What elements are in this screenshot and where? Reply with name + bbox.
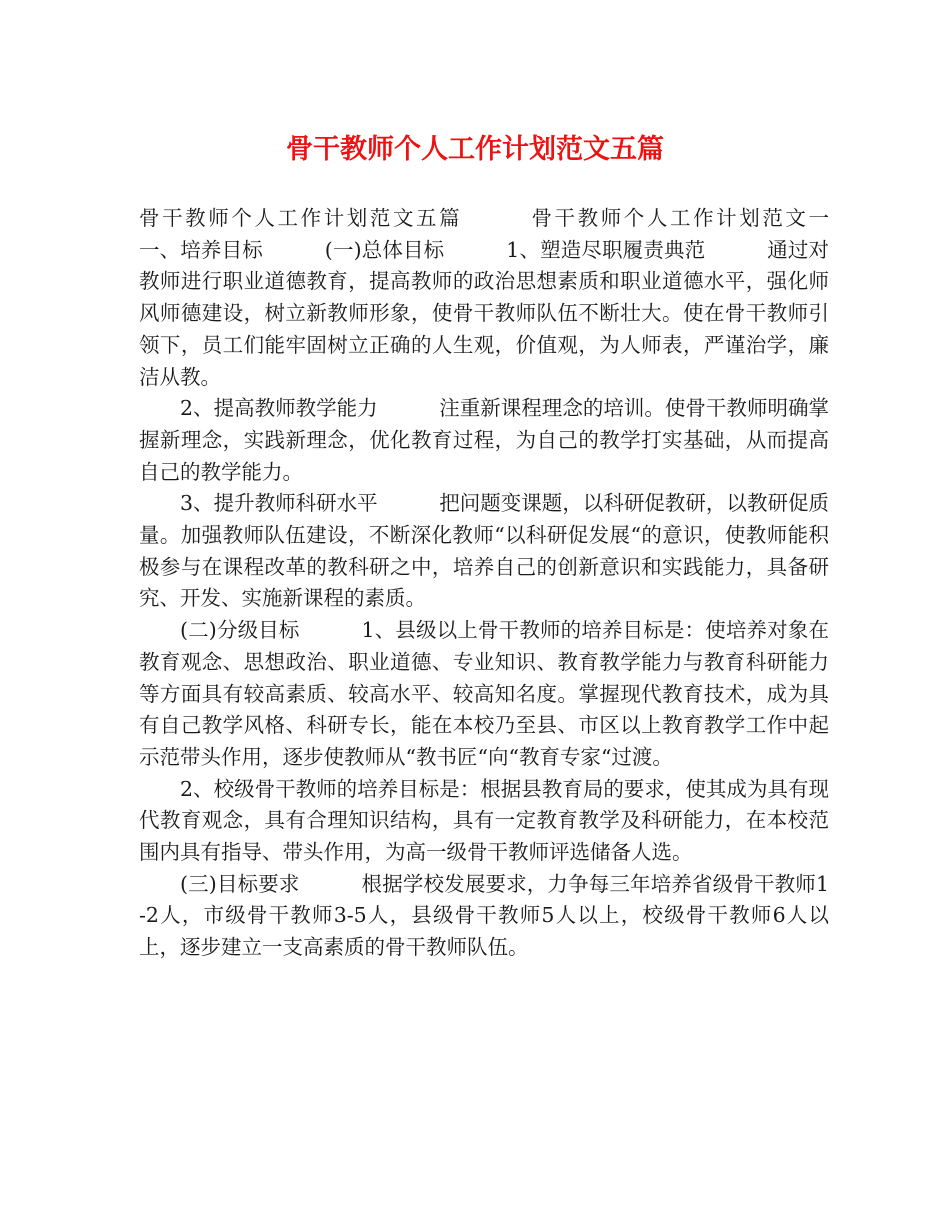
document-body bbox=[139, 203, 891, 964]
paragraph-2: 2、提高教师教学能力 注重新课程理念的培训。使骨干教师明确掌握新理念，实践新理念，优化教育过程，为自己的教学打实基础，从而提高自己的教学能力。 bbox=[139, 396, 829, 484]
paragraph-5: 2、校级骨干教师的培养目标是：根据县教育局的要求，使其成为具有现代教育观念，具有合理知识结构，具有一定教育教学及科研能力，在本校范围内具有指导、带头作用，为高一级骨干教师评选储备人选。 bbox=[139, 776, 829, 865]
paragraph-3: 3、提升教师科研水平 把问题变课题，以科研促教研，以教研促质量。加强教师队伍建设，不断深化教师“以科研促发展“的意识，使教师能积极参与在课程改革的教科研之中，培养自己的创新意识和实践能力，具备研究、开发、实施新课程的素质。 bbox=[139, 491, 829, 611]
paragraph-1: 骨干教师个人工作计划范文五篇 骨干教师个人工作计划范文一 一、培养目标 (一)总体目标 1、塑造尽职履责典范 通过对教师进行职业道德教育，提高教师的政治思想素质和职业道德水平，强化师风师德建设，树立新教师形象，使骨干教师队伍不断壮大。使在骨干教师引领下，员工们能牢固树立正确的人生观，价值观，为人师表，严谨治学，廉洁从教。 bbox=[139, 206, 891, 389]
paragraph-6: (三)目标要求 根据学校发展要求，力争每三年培养省级骨干教师1-2人，市级骨干教师3-5人，县级骨干教师5人以上，校级骨干教师6人以上，逐步建立一支高素质的骨干教师队伍。 bbox=[139, 871, 829, 960]
document-title: 骨干教师个人工作计划范文五篇 bbox=[286, 134, 664, 165]
paragraph-4: (二)分级目标 1、县级以上骨干教师的培养目标是：使培养对象在教育观念、思想政治、职业道德、专业知识、教育教学能力与教育科研能力等方面具有较高素质、较高水平、较高知名度。掌握现代教育技术，成为具有自己教学风格、科研专长，能在本校乃至县、市区以上教育教学工作中起示范带头作用，逐步使教师从“教书匠“向“教育专家“过渡。 bbox=[139, 618, 829, 769]
